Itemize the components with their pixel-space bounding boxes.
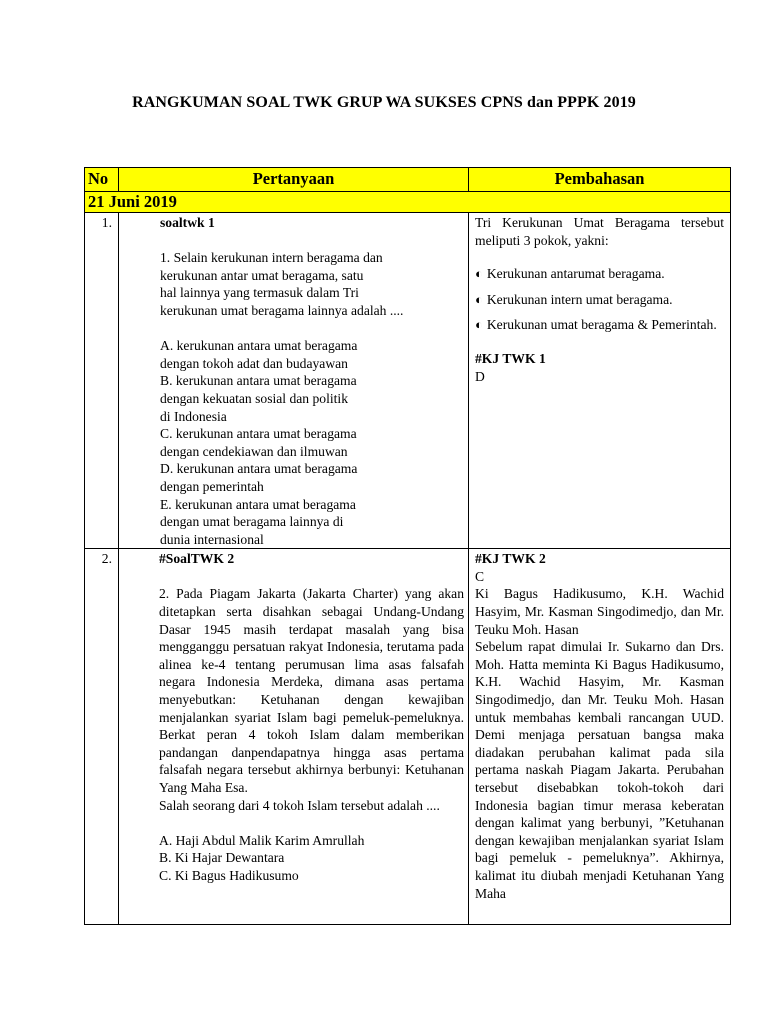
bullet-text: Kerukunan antarumat beragama. <box>486 266 665 282</box>
option-line: C. kerukunan antara umat beragama <box>160 426 357 442</box>
option-line: B. Ki Hajar Dewantara <box>159 850 285 866</box>
half-circle-icon: ◐ <box>475 317 483 333</box>
answer-names: Ki Bagus Hadikusumo, K.H. Wachid Hasyim, Mr. Kasman Singodimedjo, dan Mr. Teuku Moh. Hasan <box>475 586 724 637</box>
date-row <box>85 192 731 213</box>
question-table <box>84 167 731 925</box>
option-line: C. Ki Bagus Hadikusumo <box>159 867 299 883</box>
question-line: kerukunan umat beragama lainnya adalah .... <box>160 302 404 318</box>
header-question: Pertanyaan <box>119 168 469 192</box>
bullet-text: Kerukunan umat beragama & Pemerintah. <box>486 317 717 333</box>
question-cell <box>119 213 469 549</box>
table-row <box>85 549 731 925</box>
option-line: B. kerukunan antara umat beragama <box>160 373 357 389</box>
option-line: dengan cendekiawan dan ilmuwan <box>160 443 348 459</box>
option-line: dengan tokoh adat dan budayawan <box>160 355 348 371</box>
table-row <box>85 213 731 549</box>
answer-key: D <box>475 368 485 384</box>
answer-key-label: #KJ TWK 1 <box>475 350 546 366</box>
question-prompt: Salah seorang dari 4 tokoh Islam tersebut adalah .... <box>159 797 440 813</box>
question-tag: soaltwk 1 <box>160 215 215 230</box>
header-answer: Pembahasan <box>469 168 731 192</box>
page-title: RANGKUMAN SOAL TWK GRUP WA SUKSES CPNS dan PPPK 2019 <box>132 94 636 111</box>
answer-key-label: #KJ TWK 2 <box>475 551 546 567</box>
option-line: dunia internasional <box>160 531 264 547</box>
answer-cell <box>469 213 731 549</box>
answer-bullet <box>475 291 724 309</box>
option-line: di Indonesia <box>160 408 227 424</box>
option-line: E. kerukunan antara umat beragama <box>160 496 356 512</box>
date-label: 21 Juni 2019 <box>85 192 731 213</box>
half-circle-icon: ◐ <box>475 291 483 307</box>
answer-key: C <box>475 568 485 584</box>
option-line: A. kerukunan antara umat beragama <box>160 338 358 354</box>
answer-bullet <box>475 265 724 283</box>
question-line: kerukunan antar umat beragama, satu <box>160 267 364 283</box>
row-number: 1. <box>85 213 119 549</box>
option-line: dengan umat beragama lainnya di <box>160 514 344 530</box>
option-line: A. Haji Abdul Malik Karim Amrullah <box>159 832 365 848</box>
answer-cell <box>469 549 731 925</box>
answer-intro: Tri Kerukunan Umat Beragama tersebut meliputi 3 pokok, yakni: <box>475 215 724 248</box>
question-line: hal lainnya yang termasuk dalam Tri <box>160 285 359 301</box>
question-line: 1. Selain kerukunan intern beragama dan <box>160 250 383 266</box>
answer-bullet <box>475 316 724 334</box>
question-cell <box>119 549 469 925</box>
half-circle-icon: ◐ <box>475 266 483 282</box>
question-paragraph: 2. Pada Piagam Jakarta (Jakarta Charter) yang akan ditetapkan serta disahkan sebagai Undang-Undang Dasar 1945 masih terdapat masalah yang bisa mengganggu persatuan rakyat Indonesia, terutama pada alinea ke-4 tentang perumusan lima asas falsafah negara Indonesia Merdeka, dimana asas pertama menyebutkan: Ketuhanan dengan kewajiban menjalankan syariat Islam bagi pemeluk-pemeluknya. Berkat peran 4 tokoh Islam dalam memberikan pandangan danpendapatnya hingga asas pertama falsafah negara tersebut akhirnya berbunyi: Ketuhanan Yang Maha Esa. <box>159 586 464 795</box>
question-tag: #SoalTWK 2 <box>159 551 235 567</box>
option-line: dengan pemerintah <box>160 478 264 494</box>
row-number: 2. <box>85 549 119 925</box>
option-line: D. kerukunan antara umat beragama <box>160 461 358 477</box>
option-line: dengan kekuatan sosial dan politik <box>160 390 349 406</box>
answer-explanation: Sebelum rapat dimulai Ir. Sukarno dan Drs. Moh. Hatta meminta Ki Bagus Hadikusumo, K.H. Wachid Hasyim, Mr. Kasman Singodimedjo, dan Mr. Teuku Moh. Hasan untuk membahas kembali rancangan UUD. Demi menjaga persatuan bangsa maka diadakan perubahan kalimat pada sila pertama naskah Piagam Jakarta. Perubahan tersebut disebabkan tokoh-tokoh dari Indonesia bagian timur merasa keberatan dengan kalimat yang berbunyi, ”Ketuhanan dengan kewajiban menjalankan syariat Islam bagi pemeluk - pemeluknya”. Akhirnya, kalimat itu diubah menjadi Ketuhanan Yang Maha <box>475 639 724 901</box>
header-no: No <box>85 168 119 192</box>
table-header-row <box>85 168 731 192</box>
bullet-text: Kerukunan intern umat beragama. <box>486 291 673 307</box>
